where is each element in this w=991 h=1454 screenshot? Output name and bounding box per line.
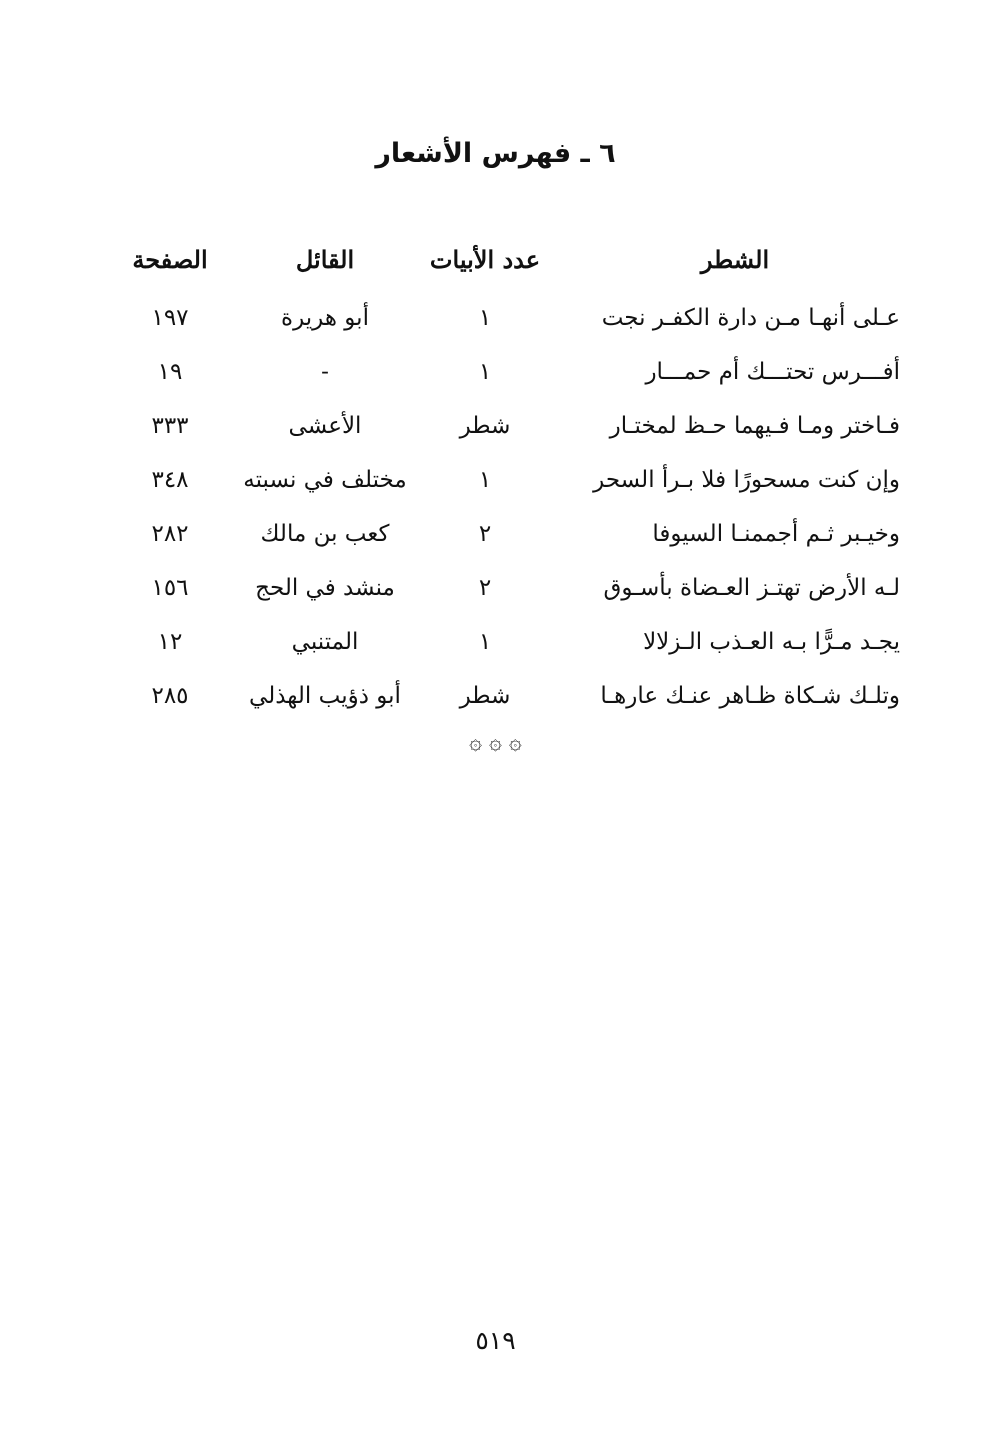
page-cell: ١٩ — [157, 359, 183, 385]
verse-cell: فـاختر ومـا فـيهما حـظ لمختـار — [609, 413, 900, 439]
poet-cell: المتنبي — [291, 629, 359, 655]
count-cell: ١ — [478, 359, 492, 385]
table-header-row — [120, 240, 900, 298]
table-row — [120, 298, 900, 352]
table-row — [120, 568, 900, 622]
table-row — [120, 406, 900, 460]
poet-cell: - — [321, 359, 329, 385]
verse-cell: وإن كنت مسحورًا فلا بـرأ السحر — [593, 467, 900, 493]
table-row — [120, 514, 900, 568]
count-cell: ١ — [478, 467, 492, 493]
page-cell: ٢٨٢ — [151, 521, 189, 547]
count-cell: ١ — [478, 305, 492, 331]
page-title: ٦ ـ فهرس الأشعار — [375, 138, 616, 169]
page-number: ٥١٩ — [475, 1326, 516, 1355]
verse-cell: وخيـبر ثـم أجممنـا السيوفا — [652, 521, 900, 547]
table-row — [120, 352, 900, 406]
poetry-index-table — [120, 240, 900, 730]
page-cell: ٣٤٨ — [151, 467, 189, 493]
page-cell: ١٢ — [157, 629, 183, 655]
count-cell: ٢ — [478, 521, 492, 547]
ornament-separator-icon: ۞ ۞ ۞ — [469, 730, 522, 755]
column-header-page: الصفحة — [132, 245, 208, 274]
column-header-count: عدد الأبيات — [429, 245, 541, 274]
page-cell: ١٩٧ — [151, 305, 189, 331]
table-row — [120, 622, 900, 676]
poet-cell: كعب بن مالك — [260, 521, 390, 547]
poet-cell: منشد في الحج — [255, 575, 395, 601]
table-row — [120, 676, 900, 730]
count-cell: ١ — [478, 629, 492, 655]
verse-cell: يجـد مـرًّا بـه العـذب الـزلالا — [643, 629, 900, 655]
count-cell: شطر — [459, 683, 511, 709]
page-cell: ٢٨٥ — [151, 683, 189, 709]
page-cell: ١٥٦ — [151, 575, 189, 601]
verse-cell: أفـــرس تحتـــك أم حمـــار — [645, 359, 900, 385]
verse-cell: لـه الأرض تهتـز العـضاة بأسـوق — [603, 575, 900, 601]
verse-cell: عـلى أنهـا مـن دارة الكفـر نجت — [601, 305, 900, 331]
verse-cell: وتلـك شـكاة ظـاهر عنـك عارهـا — [600, 683, 900, 709]
page-cell: ٣٣٣ — [151, 413, 189, 439]
column-header-poet: القائل — [295, 245, 355, 274]
poet-cell: مختلف في نسبته — [243, 467, 407, 493]
poet-cell: أبو هريرة — [281, 305, 369, 331]
column-header-verse: الشطر — [700, 245, 770, 274]
poet-cell: أبو ذؤيب الهذلي — [249, 683, 401, 709]
table-row — [120, 460, 900, 514]
count-cell: شطر — [459, 413, 511, 439]
poet-cell: الأعشى — [288, 413, 362, 439]
count-cell: ٢ — [478, 575, 492, 601]
